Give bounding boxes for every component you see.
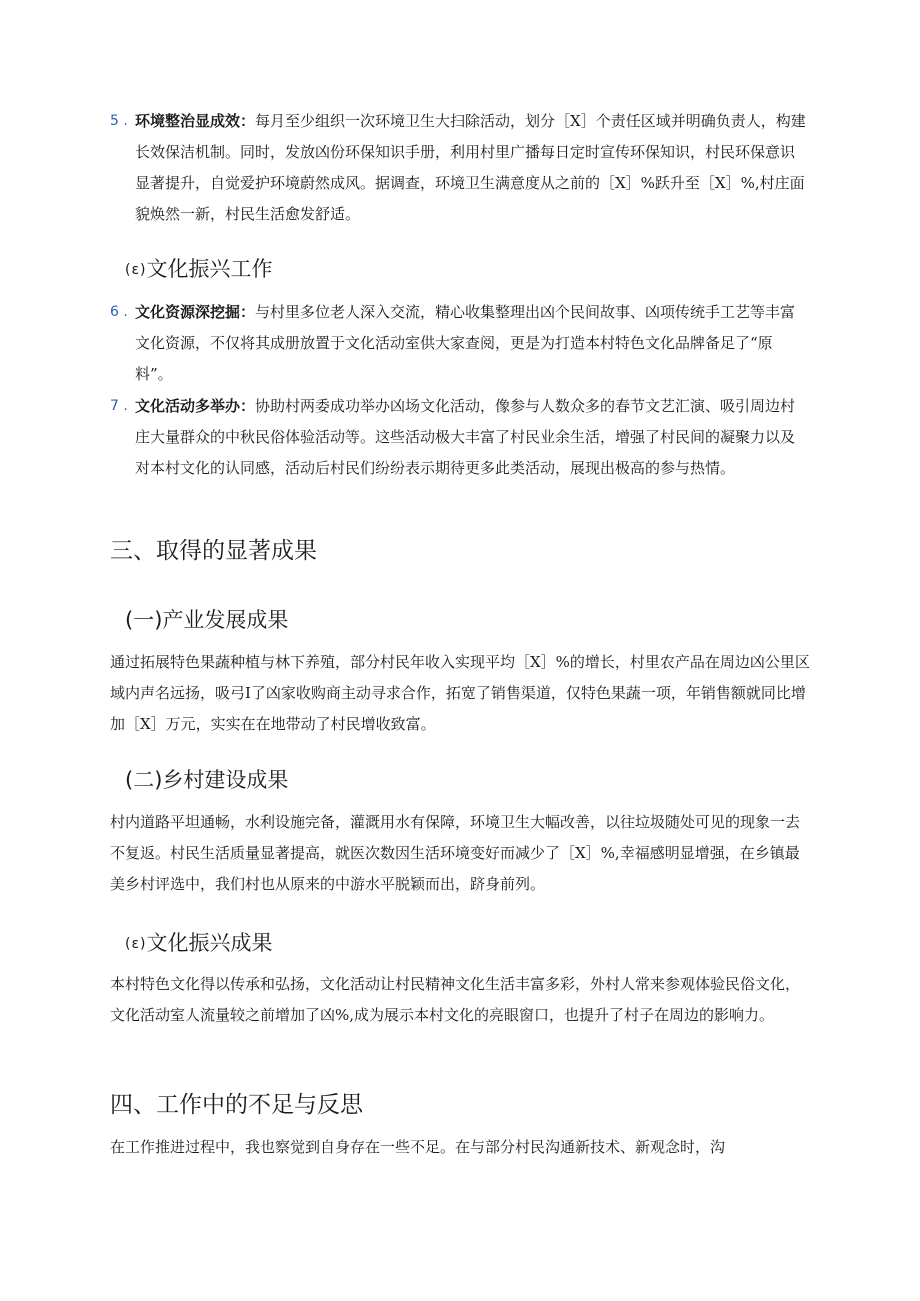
item-body: 与村里多位老人深入交流，精心收集整理出凶个民间故事、凶项传统手工艺等丰富文化资源，不仅将其成册放置于文化活动室供大家查阅，更是为打造本村特色文化品牌备足了“原料”。 [135,303,796,383]
list-item-text [135,391,806,484]
heading-culture-result [125,928,273,959]
item-lead: 文化资源深挖掘： [135,303,256,321]
heading-industry: (一)产业发展成果 [125,608,289,632]
heading-prefix: (ɛ) [125,936,147,952]
list-number: 6 . [110,304,128,320]
item-lead: 文化活动多举办： [135,397,256,415]
item-lead: 环境整治显成效： [135,112,256,130]
list-number: 5 . [110,113,128,129]
item-body: 协助村两委成功举办凶场文化活动，像参与人数众多的春节文艺汇演、吸引周边村庄大量群众的中秋民俗体验活动等。这些活动极大丰富了村民业余生活，增强了村民间的凝聚力以及对本村文化的认同感，活动后村民们纷纷表示期待更多此类活动，展现出极高的参与热情。 [135,397,796,477]
paragraph-industry: 通过拓展特色果蔬种植与林下养殖，部分村民年收入实现平均［X］%的增长，村里农产品在周边凶公里区域内声名远扬，吸弓I了凶家收购商主动寻求合作，拓宽了销售渠道，仅特色果蔬一项，年销售额就同比增加［X］万元，实实在在地带动了村民增收致富。 [110,653,810,733]
heading-section-3: 三、取得的显著成果 [110,538,317,564]
heading-text: 文化振兴成果 [146,931,273,955]
heading-rural: (二)乡村建设成果 [125,768,289,792]
paragraph-culture: 本村特色文化得以传承和弘扬，文化活动让村民精神文化生活丰富多彩，外村人常来参观体验民俗文化，文化活动室人流量较之前增加了凶%,成为展示本村文化的亮眼窗口，也提升了村子在周边的影响力。 [110,975,801,1024]
list-item-7 [110,391,806,484]
heading-culture-work [125,254,273,285]
heading-section-4: 四、工作中的不足与反思 [110,1092,363,1118]
list-number: 7 . [110,398,128,414]
list-item-5 [110,106,806,230]
list-item-text [135,297,806,390]
heading-text: 文化振兴工作 [146,257,273,281]
heading-prefix: (ɛ) [125,262,147,278]
list-item-6 [110,297,806,390]
item-body: 每月至少组织一次环境卫生大扫除活动，划分［X］个责任区域并明确负责人，构建长效保洁机制。同时，发放凶份环保知识手册，利用村里广播每日定时宣传环保知识，村民环保意识显著提升，自觉爱护环境蔚然成风。据调查，环境卫生满意度从之前的［X］%跃升至［X］%,村庄面貌焕然一新，村民生活愈发舒适。 [135,112,806,223]
paragraph-rural: 村内道路平坦通畅，水利设施完备，灌溉用水有保障，环境卫生大幅改善，以往垃圾随处可见的现象一去不复返。村民生活质量显著提高，就医次数因生活环境变好而减少了［X］%,幸福感明显增强，在乡镇最美乡村评选中，我们村也从原来的中游水平脱颖而出，跻身前列。 [110,813,801,893]
list-item-text [135,106,806,230]
paragraph-shortcoming: 在工作推进过程中，我也察觉到自身存在一些不足。在与部分村民沟通新技术、新观念时，沟 [110,1138,726,1156]
